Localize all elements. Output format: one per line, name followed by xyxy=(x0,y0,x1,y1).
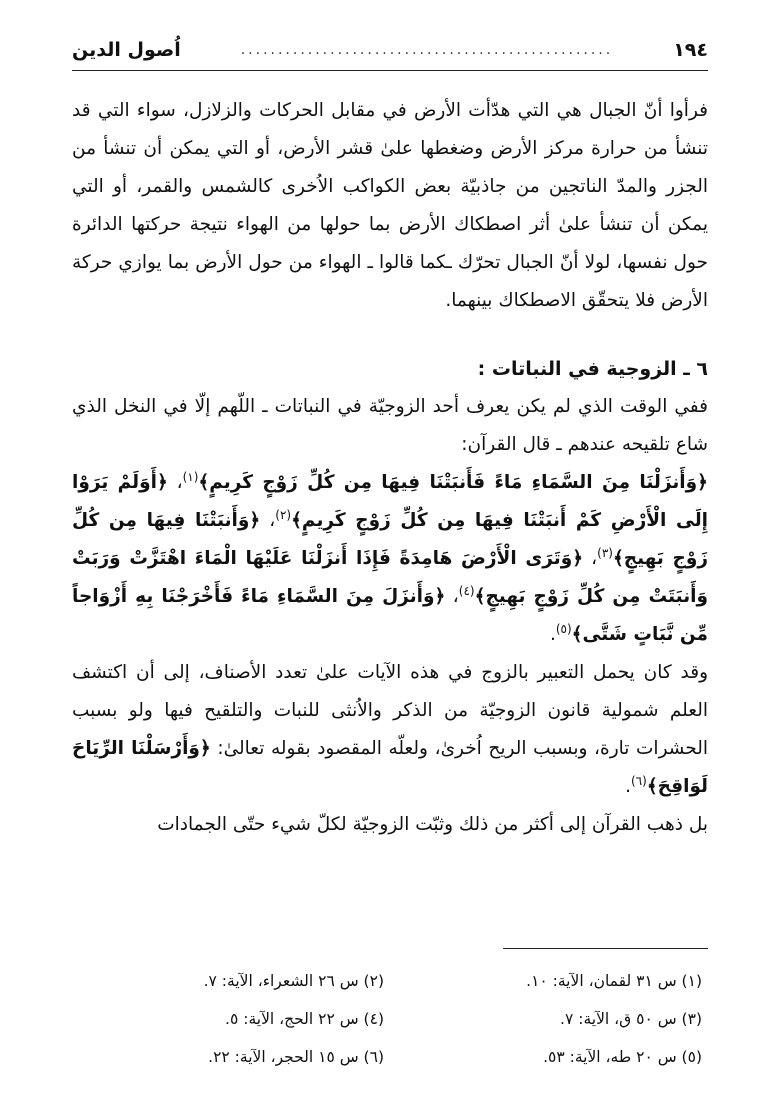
footnote-ref-4: (٤) xyxy=(458,583,475,598)
footnote-ref-3: (٣) xyxy=(597,545,613,560)
paragraph-pollination: وقد كان يحمل التعبير بالزوج في هذه الآيات علىٰ تعدد الأصناف، إلى أن اكتشف العلم شمولية قانون الزوجيّة من الذكر والاُنثى للنبات والتلقيح فيها ولو بسبب الحشرات تارة، وبسبب الريح اُخرىٰ، ولعلّه المقصود بقوله تعالىٰ: ﴿وَأَرْسَلْنَا الرِّيَاحَ لَوَاقِحَ﴾$^{(٦)}$. xyxy=(72,662,708,797)
page-body xyxy=(72,92,708,844)
footnote-6: (٦) س ١٥ الحجر، الآية: ٢٢. xyxy=(208,1048,384,1066)
footnote-ref-6: (٦) xyxy=(630,773,647,788)
section-heading: ٦ ـ الزوجية في النباتات : xyxy=(477,358,708,380)
footnote-4: (٤) س ٢٢ الحج، الآية: ٥. xyxy=(225,1010,384,1028)
verses-block: ﴿وَأَنزَلْنَا مِنَ السَّمَاءِ مَاءً فَأَنبَتْنَا فِيهَا مِن كُلِّ زَوْجٍ كَرِيمٍ﴾$^{(١)}$، ﴿أَوَلَمْ يَرَوْا إِلَى الْأَرْضِ كَمْ أَنبَتْنَا فِيهَا مِن كُلِّ زَوْجٍ كَرِيمٍ﴾$^{(٢)}$، ﴿وَأَنبَتْنَا فِيهَا مِن كُلِّ زَوْجٍ بَهِيجٍ﴾$^{(٣)}$، ﴿وَتَرَى الْأَرْضَ هَامِدَةً فَإِذَا أَنزَلْنَا عَلَيْهَا الْمَاءَ اهْتَزَّتْ وَرَبَتْ وَأَنبَتَتْ مِن كُلِّ زَوْجٍ بَهِيجٍ﴾$^{(٤)}$، ﴿وَأَنزَلَ مِنَ السَّمَاءِ مَاءً فَأَخْرَجْنَا بِهِ أَزْوَاجاً مِّن نَّبَاتٍ شَتَّى﴾$^{(٥)}$. xyxy=(72,469,708,645)
paragraph-intro-verses: ففي الوقت الذي لم يكن يعرف أحد الزوجيّة في النباتات ـ اللّهم إلّا في النخل الذي شاع تلقيحه عندهم ـ قال القرآن: xyxy=(72,396,708,455)
paragraph-mountains: فرأوا أنّ الجبال هي التي هدّأت الأرض في مقابل الحركات والزلازل، سواء التي قد تنشأ من حرارة مركز الأرض وضغطها علىٰ قشر الأرض، أو التي يمكن أن تنشأ من الجزر والمدّ الناتجين من جاذبيّة بعض الكواكب الاُخرى كالشمس والقمر، أو التي يمكن أن تنشأ علىٰ أثر اصطكاك الأرض بما حولها من الهواء نتيجة حركتها الدائرة حول نفسها، لولا أنّ الجبال تحرّك ـكما قالوا ـ الهواء من حول الأرض بما يوازي حركة الأرض فلا يتحقّق الاصطكاك بينهما. xyxy=(72,100,708,311)
footnote-separator xyxy=(503,948,708,949)
footnote-5: (٥) س ٢٠ طه، الآية: ٥٣. xyxy=(543,1048,702,1066)
footnote-row xyxy=(72,962,708,1000)
footnote-row xyxy=(72,1038,708,1076)
quran-verse-6: ﴿وَأَرْسَلْنَا الرِّيَاحَ لَوَاقِحَ﴾ xyxy=(72,738,708,797)
header-dot-leader: .................................................. xyxy=(240,42,614,58)
page-header xyxy=(72,30,708,71)
quran-verse-2: ﴿أَوَلَمْ يَرَوْا إِلَى الْأَرْضِ كَمْ أَنبَتْنَا فِيهَا مِن كُلِّ زَوْجٍ كَرِيمٍ﴾ xyxy=(72,472,708,531)
running-title: اُصول الدين xyxy=(72,39,181,61)
paragraph-conclusion: بل ذهب القرآن إلى أكثر من ذلك وثبّت الزوجيّة لكلّ شيء حتّى الجمادات xyxy=(157,814,708,835)
footnote-ref-2: (٢) xyxy=(275,507,292,522)
quran-verse-5: ﴿وَأَنزَلَ مِنَ السَّمَاءِ مَاءً فَأَخْرَجْنَا بِهِ أَزْوَاجاً مِّن نَّبَاتٍ شَتَّى﴾ xyxy=(72,586,708,645)
footnotes xyxy=(72,962,708,1076)
footnote-3: (٣) س ٥٠ ق، الآية: ٧. xyxy=(560,1010,702,1028)
footnote-ref-1: (١) xyxy=(182,469,199,484)
footnote-row xyxy=(72,1000,708,1038)
quran-verse-4: ﴿وَتَرَى الْأَرْضَ هَامِدَةً فَإِذَا أَنزَلْنَا عَلَيْهَا الْمَاءَ اهْتَزَّتْ وَرَبَتْ وَأَنبَتَتْ مِن كُلِّ زَوْجٍ بَهِيجٍ﴾ xyxy=(72,548,708,607)
paragraph-pollination-text: وقد كان يحمل التعبير بالزوج في هذه الآيات علىٰ تعدد الأصناف، إلى أن اكتشف العلم شمولية قانون الزوجيّة من الذكر والاُنثى للنبات والتلقيح فيها ولو بسبب الحشرات تارة، وبسبب الريح اُخرىٰ، ولعلّه المقصود بقوله تعالىٰ: xyxy=(72,662,708,759)
quran-verse-3: ﴿وَأَنبَتْنَا فِيهَا مِن كُلِّ زَوْجٍ بَهِيجٍ﴾ xyxy=(72,510,708,569)
page-number: ١٩٤ xyxy=(673,39,708,61)
quran-verse-1: ﴿وَأَنزَلْنَا مِنَ السَّمَاءِ مَاءً فَأَنبَتْنَا فِيهَا مِن كُلِّ زَوْجٍ كَرِيمٍ﴾ xyxy=(198,472,708,493)
book-page xyxy=(72,30,708,1070)
footnote-2: (٢) س ٢٦ الشعراء، الآية: ٧. xyxy=(203,972,384,990)
footnote-1: (١) س ٣١ لقمان، الآية: ١٠. xyxy=(526,972,702,990)
footnote-ref-5: (٥) xyxy=(555,621,572,636)
